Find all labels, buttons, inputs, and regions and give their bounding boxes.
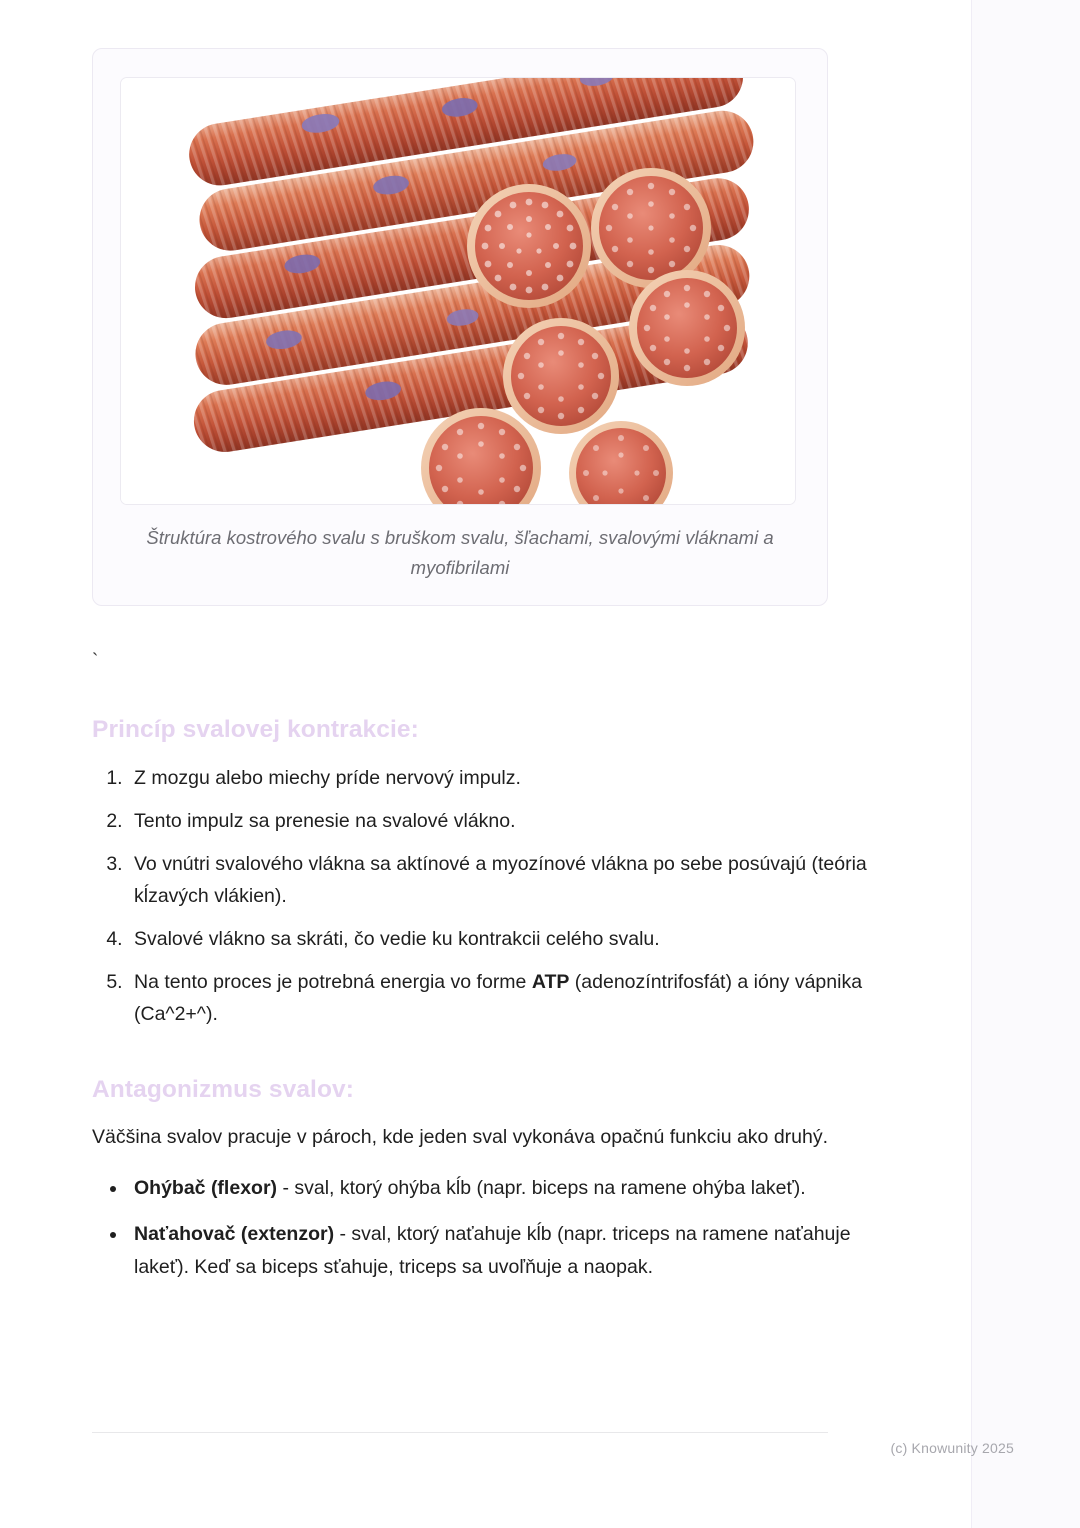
footer-divider (92, 1432, 828, 1433)
bullet-text-extensor: - sval, ktorý naťahuje kĺb (napr. triceps na ramene naťahuje lakeť). Keď sa biceps sťahuje, triceps sa uvoľňuje a naopak. (134, 1223, 851, 1278)
step5-term-atp: ATP (531, 971, 570, 993)
figure-caption: Štruktúra kostrového svalu s bruškom svalu, šľachami, svalovými vláknami a myofibrilami (146, 527, 774, 578)
heading-muscle-antagonism: Antagonizmus svalov: (92, 1076, 355, 1103)
stray-character: ` (92, 651, 99, 672)
list-item: 4. Svalové vlákno sa skráti, čo vedie ku kontrakcii celého svalu. (128, 923, 880, 955)
figure-card (92, 48, 828, 606)
bullet-term-flexor: Ohýbač (flexor) (134, 1177, 278, 1199)
skeletal-muscle-fibers-illustration (121, 78, 796, 505)
antagonism-paragraph: Väčšina svalov pracuje v pároch, kde jeden sval vykonáva opačnú funkciu ako druhý. (92, 1126, 829, 1148)
contraction-steps-list (92, 762, 880, 1030)
list-item (128, 1172, 880, 1205)
step5-text-after: (adenozíntrifosfát) a ióny vápnika (Ca^2+^). (134, 971, 863, 1025)
list-item (128, 966, 880, 1030)
antagonism-bullet-list (92, 1172, 880, 1284)
heading-principle-of-muscle-contraction: Princíp svalovej kontrakcie: (92, 716, 419, 743)
figure-image-frame (120, 77, 796, 505)
bullet-text-flexor: - sval, ktorý ohýba kĺb (napr. biceps na ramene ohýba lakeť). (277, 1177, 806, 1199)
list-item: 1. Z mozgu alebo miechy príde nervový impulz. (128, 762, 880, 794)
list-item (128, 1218, 880, 1284)
step5-text-before: Na tento proces je potrebná energia vo forme (134, 971, 532, 993)
list-item: 2. Tento impulz sa prenesie na svalové vlákno. (128, 805, 880, 837)
list-item: 3. Vo vnútri svalového vlákna sa aktínové a myozínové vlákna po sebe posúvajú (teória kĺzavých vlákien). (128, 848, 880, 912)
bullet-term-extensor: Naťahovač (extenzor) (134, 1223, 335, 1245)
footer-credit: (c) Knowunity 2025 (890, 1440, 1014, 1456)
page-edge-band (971, 0, 1080, 1528)
